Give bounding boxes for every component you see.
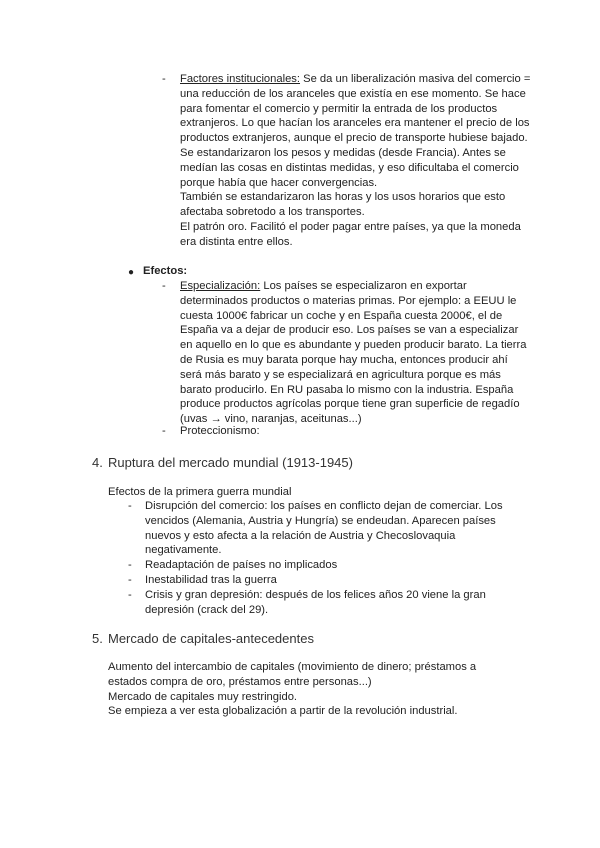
section-5-paragraph: Aumento del intercambio de capitales (movimiento de dinero; préstamos a estados compra de oro, préstamos entre personas...)	[108, 661, 477, 688]
factores-text: Se da un liberalización masiva del comercio = una reducción de los aranceles que existía en ese momento. Se hace para fomentar el comercio y permitir la entrada de los productos extranjeros. Lo que hacían los aranceles era mantener el precio de los productos extranjeros, aunque el precio de transporte hubiese bajado.	[180, 73, 531, 145]
list-item: Readaptación de países no implicados	[145, 559, 338, 571]
factores-block	[180, 72, 532, 250]
dash-marker: -	[128, 589, 132, 601]
list-item: Crisis y gran depresión: después de los felices años 20 viene la gran depresión (crack del 29).	[145, 589, 486, 616]
horas-paragraph: También se estandarizaron las horas y los usos horarios que esto afectaba sobretodo a los transportes.	[180, 191, 506, 219]
section-4-title: Ruptura del mercado mundial (1913-1945)	[108, 455, 353, 470]
section-5-title: Mercado de capitales-antecedentes	[108, 631, 314, 646]
section-4-heading	[92, 455, 353, 471]
proteccionismo-item: Proteccionismo:	[180, 425, 260, 437]
dash-marker: -	[128, 559, 132, 571]
list-item: Inestabilidad tras la guerra	[145, 574, 277, 586]
section-4-intro: Efectos de la primera guerra mundial	[108, 486, 292, 498]
section-4-number: 4.	[92, 455, 103, 470]
section-5-paragraph: Mercado de capitales muy restringido.	[108, 690, 298, 703]
dash-marker: -	[162, 425, 166, 437]
list-item: Disrupción del comercio: los países en conflicto dejan de comerciar. Los vencidos (Alemania, Austria y Hungría) se endeudan. Aparecen países nuevos y esto afecta a la relación de Austria y Checoslovaquia negativamente.	[145, 500, 503, 557]
dash-marker: -	[162, 73, 166, 85]
factores-paragraph	[180, 72, 532, 146]
especializacion-block	[180, 279, 532, 427]
dash-marker: -	[162, 280, 166, 292]
factores-term: Factores institucionales:	[180, 73, 301, 85]
section-5-heading	[92, 631, 314, 647]
dash-marker: -	[128, 500, 132, 512]
dash-marker: -	[128, 574, 132, 586]
pesos-medidas-paragraph: Se estandarizaron los pesos y medidas (desde Francia). Antes se medían las cosas en distintas medidas, y eso dificultaba el comercio porque había que hacer convergencias.	[180, 146, 519, 189]
bullet-marker: ●	[128, 267, 135, 278]
especializacion-paragraph	[180, 279, 532, 427]
section-5-body	[108, 660, 488, 719]
especializacion-term: Especialización:	[180, 280, 261, 292]
efectos-label: Efectos:	[143, 265, 188, 277]
patron-oro-paragraph: El patrón oro. Facilitó el poder pagar entre países, ya que la moneda era distinta entre ellos.	[180, 220, 521, 248]
section-5-paragraph: Se empieza a ver esta globalización a partir de la revolución industrial.	[108, 705, 458, 718]
especializacion-text: Los países se especializaron en exportar determinados productos o materias primas. Por ejemplo: a EEUU le cuesta 1000€ fabricar un coche y en España cuesta 2000€, el de España va a dejar de producir eso. Los países se van a especializar en aquello en lo que es abundante y pueden producir barato. La tierra de Rusia es muy barata porque hay mucha, entonces producir ahí será más barato y se especializará en agricultura porque es más barato producirlo. En RU pasaba lo mismo con la industria. España produce productos agrícolas porque tiene gran superficie de regadío (uvas → vino, naranjas, aceitunas...)	[180, 280, 527, 426]
section-5-number: 5.	[92, 631, 103, 646]
